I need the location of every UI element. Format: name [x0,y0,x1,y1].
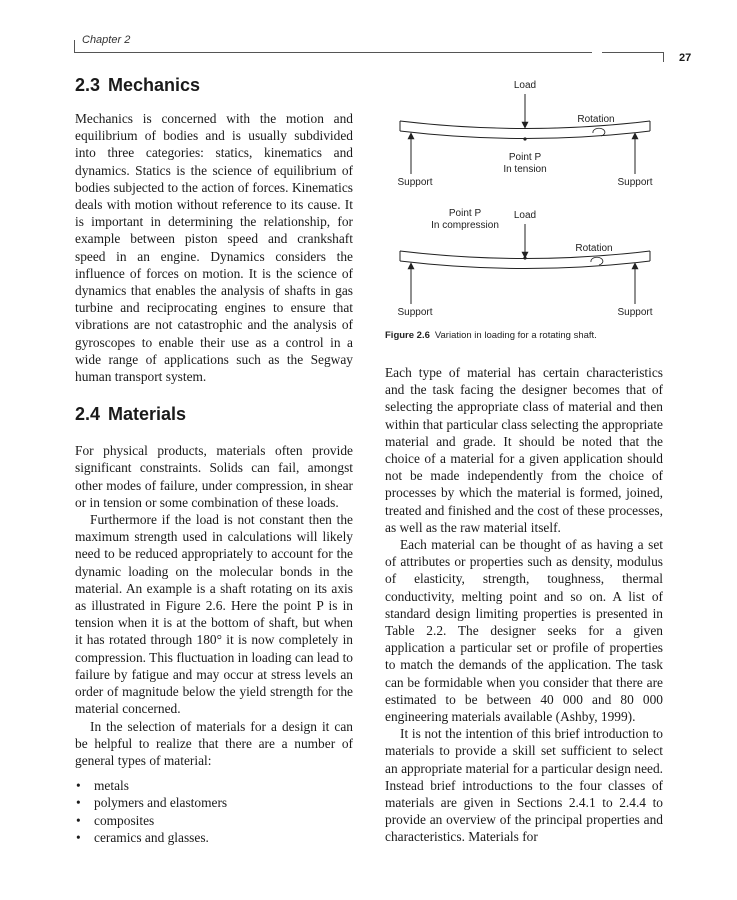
list-item: • ceramics and glasses. [75,829,353,846]
header-rule-right-tick [663,52,664,62]
section-number: 2.4 [75,404,101,425]
support-label-left: Support [397,307,433,318]
left-column [75,74,353,846]
figure-caption-label: Figure 2.6 [385,330,430,341]
list-item: • metals [75,777,353,794]
right-column [385,364,663,846]
header-rule [74,52,592,53]
material-types-list [75,777,353,846]
shaft-bottom-edge [400,131,650,139]
rotation-arrow-icon [593,128,605,136]
point-p-marker [523,256,526,259]
load-label: Load [513,210,537,221]
list-item: • polymers and elastomers [75,794,353,811]
support-label-right: Support [617,177,653,188]
list-item: • composites [75,812,353,829]
materials-paragraph: For physical products, materials often provide significant constraints. Solids can fail, amongst other modes of failure, under compression, in shear or in tension or some combination of these loads. [75,443,353,510]
shaft-bottom-edge [400,261,650,269]
point-p-state: In compression [431,220,499,231]
rotation-arrow-icon [591,257,603,265]
running-header-chapter: Chapter 2 [82,34,131,46]
body-paragraph: Each material can be thought of as having a set of attributes or properties such as density, modulus of elasticity, strength, toughness, thermal conductivity, melting point and so on. A list of standard design limiting properties is presented in Table 2.2. The designer seeks for a given application a particular set or profile of properties to match the demands of the application. The task can be formidable when you consider that there are estimated to be between 40 000 and 80 000 engineering materials available (Ashby, 1999). [385,537,663,725]
section-heading-materials [75,403,353,425]
body-paragraph: It is not the intention of this brief introduction to materials to provide a skill set sufficient to select an appropriate material for a particular design need. Instead brief introductions to the four classes of materials are given in Sections 2.4.1 to 2.4.4 to provide an overview of the principal properties and characteristics. Materials for [385,726,663,845]
point-p-label: Point P [508,152,542,163]
rotation-label: Rotation [577,114,615,125]
section-title: Materials [108,404,187,425]
shaft-diagram-tension [397,80,652,188]
point-p-state: In tension [503,164,547,175]
page-number: 27 [679,52,692,64]
figure-rotating-shaft [385,74,665,324]
materials-paragraph: Furthermore if the load is not constant then the maximum strength used in calculations will likely need to be reduced appropriately to account for the dynamic loading on the molecular bonds in the material. An example is a shaft rotating on its axis as illustrated in Figure 2.6. Here the point P is in tension when it is at the bottom of shaft, but when it has rotated through 180° it is now completely in compression. This fluctuation in loading can lead to failure by fatigue and may occur at stress levels an order of magnitude below the yield strength for the material concerned. [75,512,353,717]
section-heading-mechanics [75,74,353,96]
support-label-right: Support [617,307,653,318]
shaft-diagram-compression [397,208,652,318]
materials-paragraph: In the selection of materials for a design it can be helpful to realize that there are a number of general types of material: [75,718,353,768]
point-p-marker [523,137,526,140]
figure-caption [385,330,675,341]
rotation-label: Rotation [575,243,613,254]
mechanics-paragraph: Mechanics is concerned with the motion and equilibrium of bodies and is usually subdivided into three categories: statics, kinematics and dynamics. Statics is the science of equilibrium of bodies subjected to the action of forces. Kinematics deals with motion without reference to its cause. It is important in determining the relationship, for example between piston speed and crankshaft speed in an engine. Dynamics considers the influence of forces on motion. It is the science of dynamics that enables the analysis of shafts in gas turbine and reciprocating engines to ensure that vibrations are not catastrophic and the analysis of gyroscopes to enable their use as a control in a wide range of applications such as the Segway human transport system. [75,111,353,385]
header-rule-right [602,52,664,53]
section-title: Mechanics [108,75,201,95]
body-paragraph: Each type of material has certain characteristics and the task facing the designer becomes that of selecting the appropriate class of material and then within that particular class selecting the appropriate material and grade. It should be noted that the choice of a material for a given application should not be made independently from the choice of processes by which the material is formed, joined, treated and finished and the cost of these processes, as well as the raw material itself. [385,365,663,535]
load-label: Load [513,80,537,91]
figure-caption-text: Variation in loading for a rotating shaft. [434,330,597,341]
section-number: 2.3 [75,75,101,95]
point-p-label: Point P [448,208,482,219]
support-label-left: Support [397,177,433,188]
